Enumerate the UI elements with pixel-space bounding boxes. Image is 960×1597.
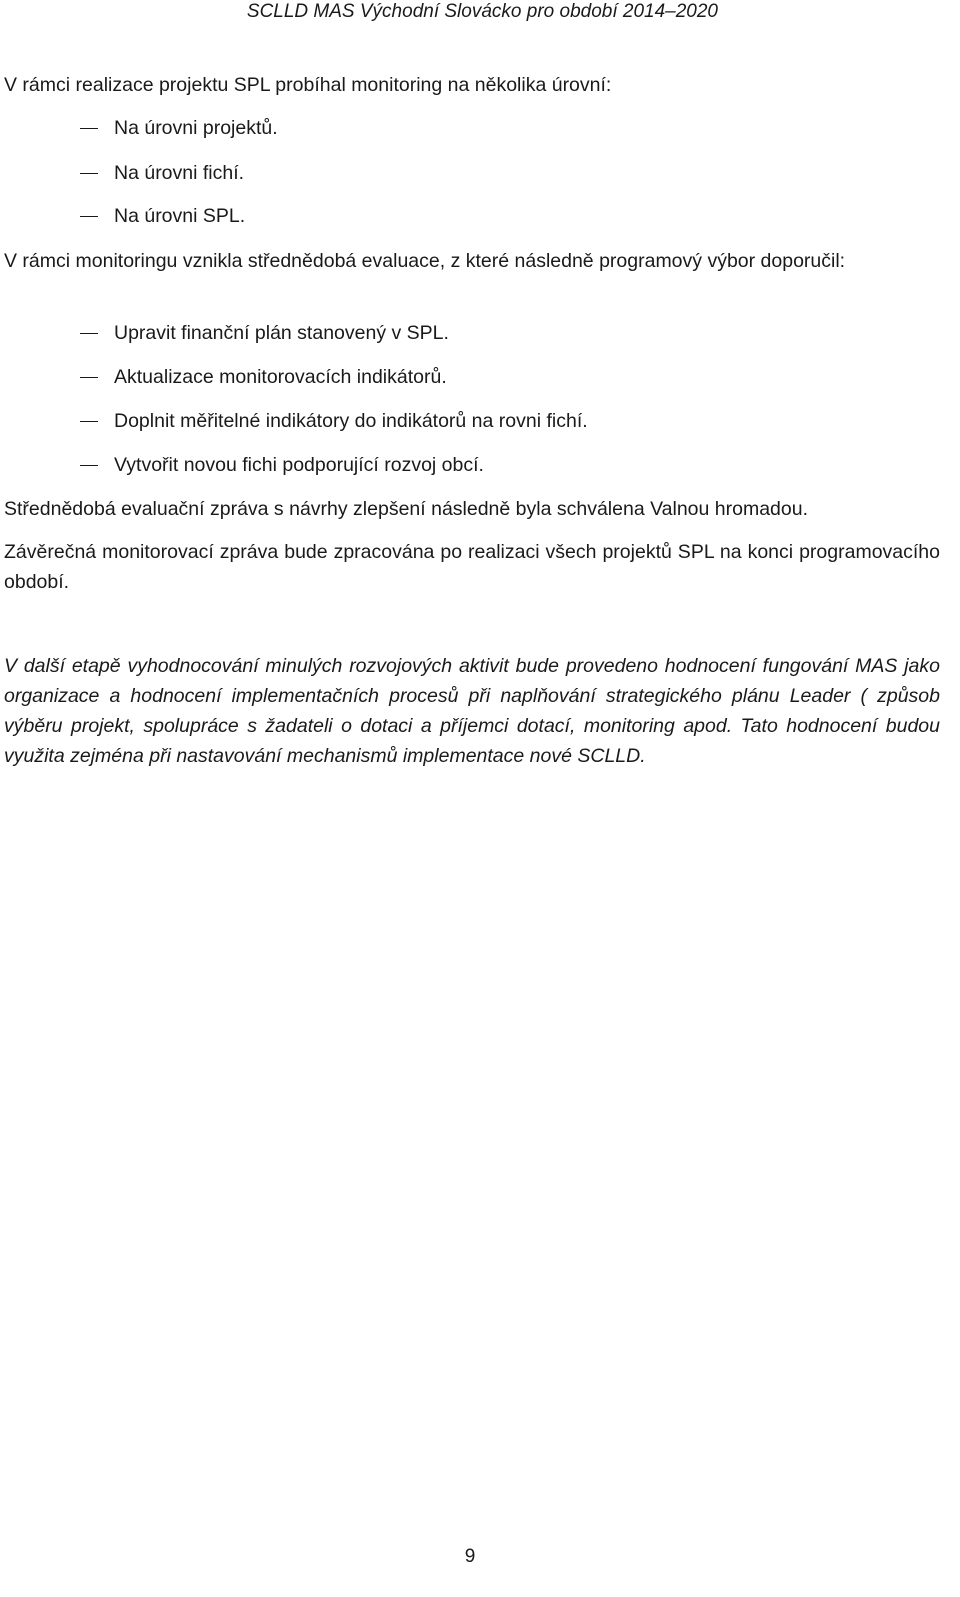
final-report-paragraph: Závěrečná monitorovací zpráva bude zpracována po realizaci všech projektů SPL na konci programovacího období. — [4, 541, 940, 593]
next-stage-paragraph: V další etapě vyhodnocování minulých rozvojových aktivit bude provedeno hodnocení fungování MAS jako organizace a hodnocení implementačních procesů při naplňování strategického plánu Leader ( způsob výběru projekt, spolupráce s žadateli o dotaci a příjemci dotací, monitoring apod. Tato hodnocení budou využita zejména při nastavování mechanismů implementace nové SCLLD. — [4, 655, 940, 767]
evaluation-intro-paragraph: V rámci monitoringu vznikla střednědobá evaluace, z které následně programový výbor doporučil: — [4, 250, 846, 272]
approved-paragraph: Střednědobá evaluační zpráva s návrhy zlepšení následně byla schválena Valnou hromadou. — [4, 498, 808, 520]
dash-bullet-icon — [80, 421, 98, 422]
dash-bullet-icon — [80, 377, 98, 378]
dash-bullet-icon — [80, 173, 98, 174]
dash-bullet-icon — [80, 465, 98, 466]
dash-bullet-icon — [80, 128, 98, 129]
dash-bullet-icon — [80, 216, 98, 217]
page-header: SCLLD MAS Východní Slovácko pro období 2014–2020 — [246, 1, 718, 22]
page-number: 9 — [464, 1546, 476, 1567]
dash-bullet-icon — [80, 333, 98, 334]
intro-paragraph: V rámci realizace projektu SPL probíhal monitoring na několika úrovní: — [4, 74, 612, 96]
